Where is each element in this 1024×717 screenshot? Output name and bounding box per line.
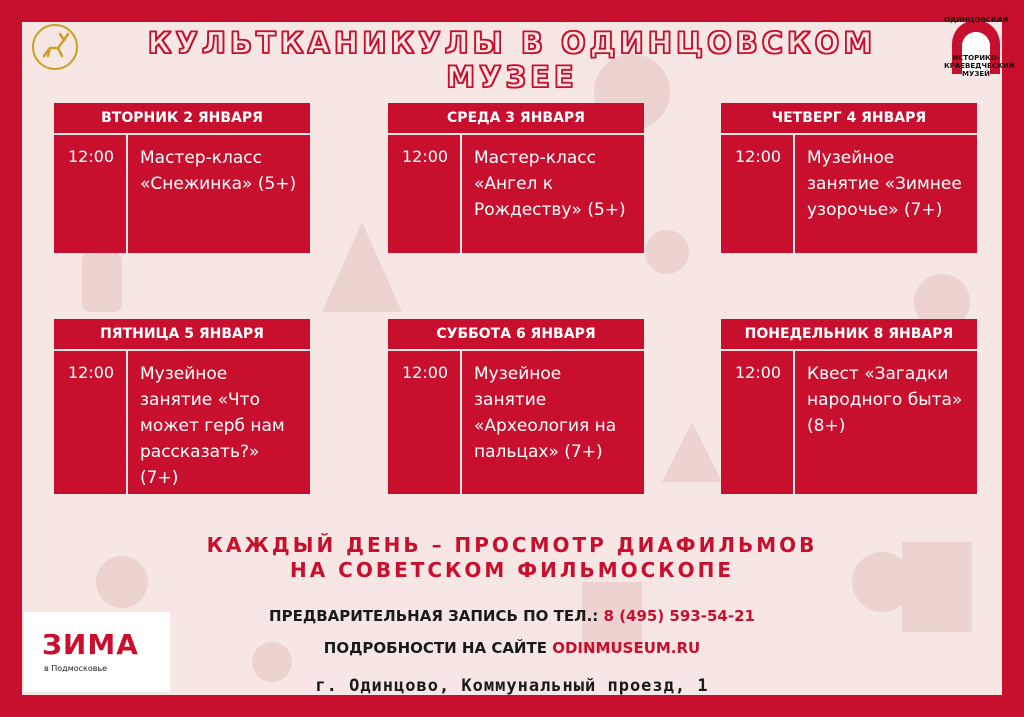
- address: г. Одинцово, Коммунальный проезд, 1: [315, 676, 709, 696]
- museum-arch-logo-icon: [944, 14, 1015, 78]
- card-body: [721, 135, 977, 253]
- museum-logo-line: КРАЕВЕДЧЕСКИЙ: [944, 62, 1015, 70]
- card-body: [54, 135, 310, 253]
- card-body: [388, 351, 644, 494]
- museum-logo-line: ОДИНЦОВСКИЙ: [944, 16, 1009, 24]
- card-time: 12:00: [54, 351, 128, 494]
- schedule-card: [54, 103, 310, 253]
- card-body: [388, 135, 644, 253]
- card-event: Мастер-класс «Снежинка» (5+): [140, 148, 297, 194]
- schedule-card: [54, 319, 310, 494]
- page-title: КУЛЬТКАНИКУЛЫ В ОДИНЦОВСКОМ МУЗЕЕ: [147, 26, 877, 94]
- site-line: [100, 639, 924, 657]
- card-day: ПЯТНИЦА 5 ЯНВАРЯ: [54, 319, 310, 351]
- zima-subtitle: в Подмосковье: [44, 664, 108, 673]
- site-link[interactable]: ODINMUSEUM.RU: [552, 639, 701, 657]
- deer-logo-icon: [30, 22, 80, 72]
- schedule-card: [388, 319, 644, 494]
- museum-logo-line: МУЗЕЙ: [962, 70, 990, 78]
- card-body: [54, 351, 310, 494]
- card-event: Музейное занятие «Зимнее узорочье» (7+): [807, 148, 962, 220]
- site-label: ПОДРОБНОСТИ НА САЙТЕ: [323, 639, 547, 657]
- zima-title: ЗИМА: [42, 628, 139, 661]
- card-time: 12:00: [388, 135, 462, 253]
- schedule-card: [721, 103, 977, 253]
- phone-number[interactable]: 8 (495) 593-54-21: [603, 607, 755, 625]
- phone-line: [100, 607, 924, 625]
- phone-label: ПРЕДВАРИТЕЛЬНАЯ ЗАПИСЬ ПО ТЕЛ.:: [269, 607, 599, 625]
- museum-logo-text: [944, 14, 1015, 78]
- card-time: 12:00: [721, 351, 795, 494]
- card-day: СУББОТА 6 ЯНВАРЯ: [388, 319, 644, 351]
- museum-logo-line: ИСТОРИКО-: [952, 54, 1000, 62]
- card-day: ПОНЕДЕЛЬНИК 8 ЯНВАРЯ: [721, 319, 977, 351]
- card-day: ЧЕТВЕРГ 4 ЯНВАРЯ: [721, 103, 977, 135]
- card-event: Музейное занятие «Что может герб нам рассказать?» (7+): [140, 364, 285, 488]
- card-event: Квест «Загадки народного быта» (8+): [807, 364, 963, 436]
- card-time: 12:00: [54, 135, 128, 253]
- card-time: 12:00: [721, 135, 795, 253]
- card-event: Мастер-класс «Ангел к Рождеству» (5+): [474, 148, 626, 220]
- slogan-line-2: НА СОВЕТСКОМ ФИЛЬМОСКОПЕ: [289, 558, 735, 582]
- schedule-card: [721, 319, 977, 494]
- card-event: Музейное занятие «Археология на пальцах» (7+): [474, 364, 617, 462]
- card-time: 12:00: [388, 351, 462, 494]
- slogan-line-1: КАЖДЫЙ ДЕНЬ – ПРОСМОТР ДИАФИЛЬМОВ: [206, 533, 818, 557]
- zima-badge: [24, 612, 170, 692]
- card-day: СРЕДА 3 ЯНВАРЯ: [388, 103, 644, 135]
- card-body: [721, 351, 977, 494]
- card-day: ВТОРНИК 2 ЯНВАРЯ: [54, 103, 310, 135]
- schedule-card: [388, 103, 644, 253]
